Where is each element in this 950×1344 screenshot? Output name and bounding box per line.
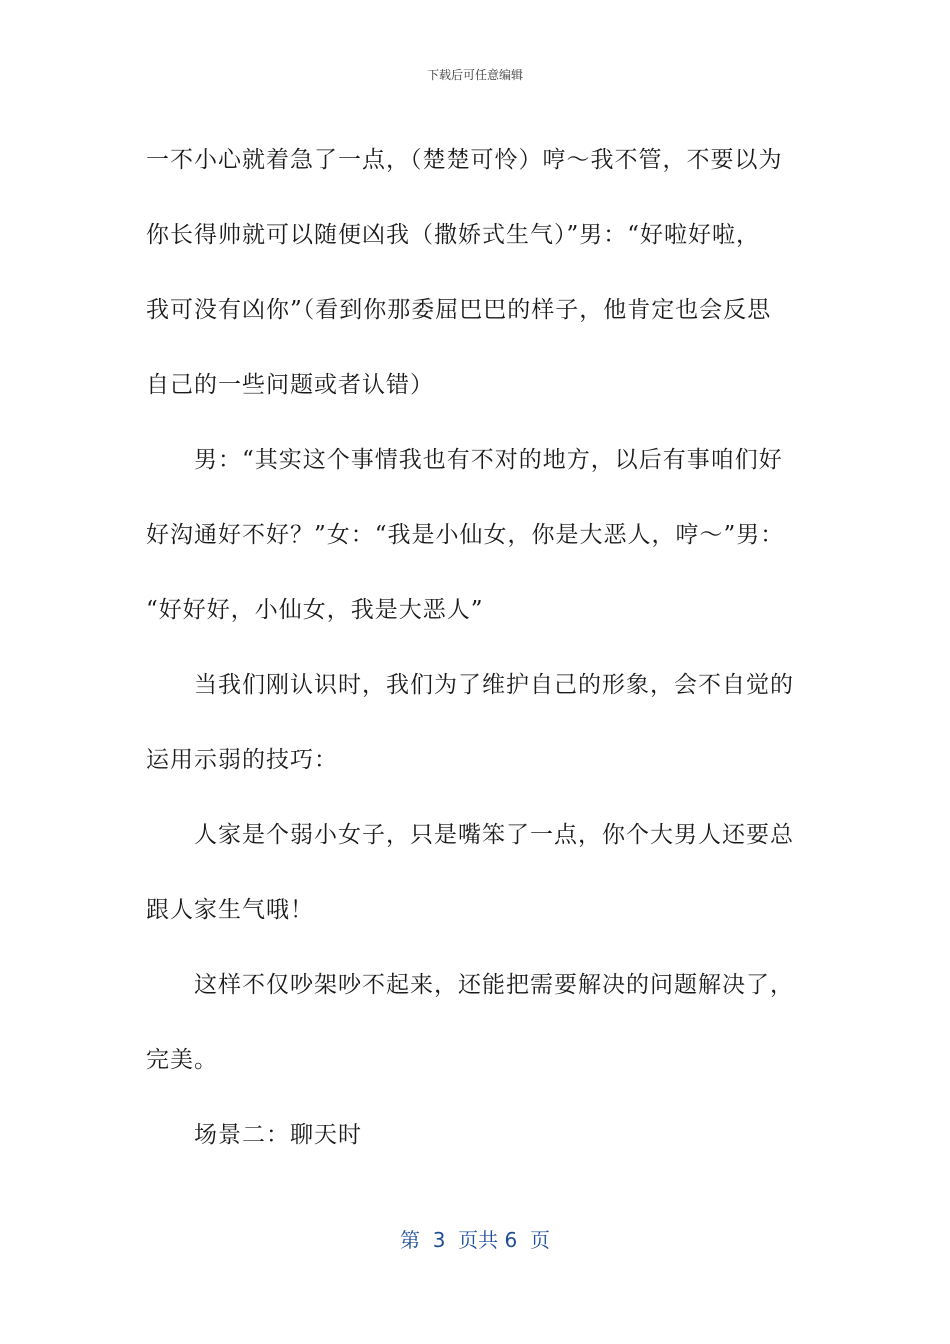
header-note: 下载后可任意编辑: [426, 68, 523, 82]
text-line: 跟人家生气哦！: [146, 897, 314, 923]
text-line: 男：“其实这个事情我也有不对的地方，以后有事咱们好: [194, 447, 783, 473]
text-line: 完美。: [146, 1047, 218, 1073]
text-line: 自己的一些问题或者认错）: [146, 372, 434, 398]
paragraph: [146, 123, 806, 423]
paragraph: [146, 648, 806, 798]
text-line: “好好好，小仙女，我是大恶人”: [146, 597, 484, 623]
text-line: 人家是个弱小女子，只是嘴笨了一点，你个大男人还要总: [194, 822, 794, 848]
section-heading: [146, 1098, 806, 1173]
page-number: 第 3 页共 6 页: [400, 1228, 550, 1252]
text-line: 当我们刚认识时，我们为了维护自己的形象，会不自觉的: [194, 672, 794, 698]
paragraph: [146, 798, 806, 948]
paragraph: [146, 423, 806, 648]
text-line: 运用示弱的技巧：: [146, 747, 338, 773]
text-line: 我可没有凶你”（看到你那委屈巴巴的样子，他肯定也会反思: [146, 297, 772, 323]
document-body: [146, 123, 806, 1173]
text-line: 好沟通好不好？”女：“我是小仙女，你是大恶人，哼～”男：: [146, 522, 785, 548]
text-line: 场景二：聊天时: [194, 1122, 362, 1148]
text-line: 这样不仅吵架吵不起来，还能把需要解决的问题解决了，: [194, 972, 794, 998]
text-line: 一不小心就着急了一点，（楚楚可怜）哼～我不管，不要以为: [146, 147, 783, 173]
paragraph: [146, 948, 806, 1098]
text-line: 你长得帅就可以随便凶我（撒娇式生气）”男：“好啦好啦，: [146, 222, 761, 248]
